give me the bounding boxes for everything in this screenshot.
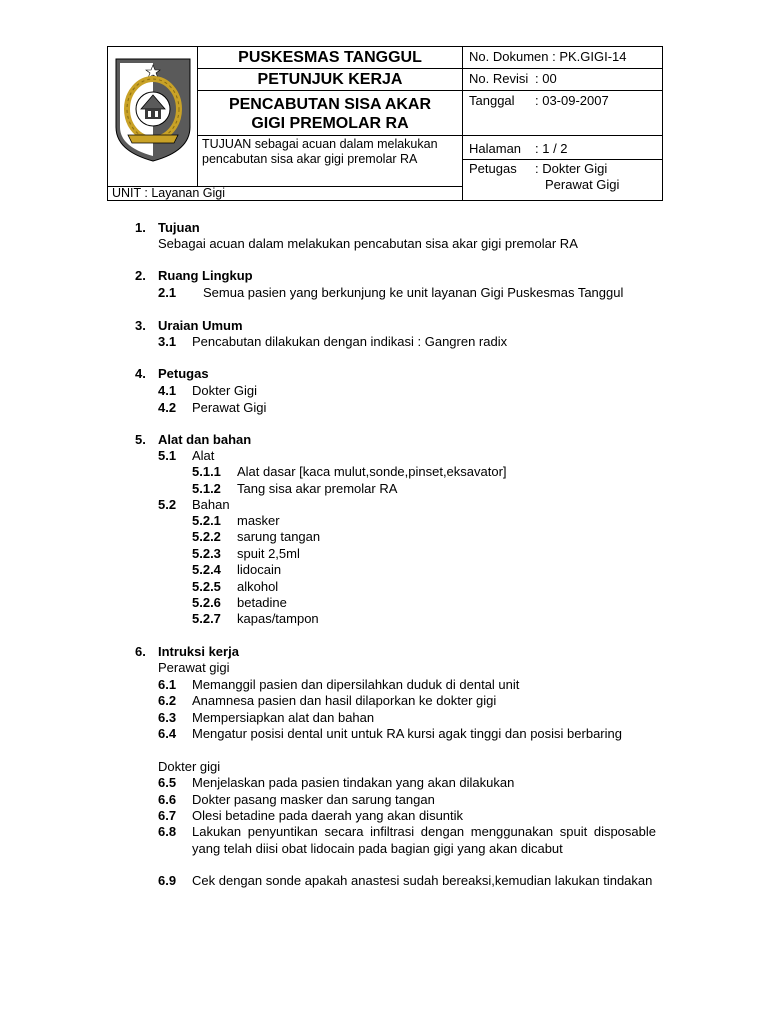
header-halaman (463, 136, 662, 160)
section-5-alat-item (192, 481, 397, 497)
section-6-item (158, 710, 374, 726)
header-no-revisi (463, 69, 662, 91)
item-number: 6.4 (158, 726, 177, 741)
item-number: 6.7 (158, 808, 177, 823)
section-3-title: Uraian Umum (158, 318, 243, 333)
header-title-procedure (198, 91, 463, 136)
section-5-bahan-item (192, 579, 278, 595)
item-text: Menjelaskan pada pasien tindakan yang akan dilakukan (192, 775, 515, 790)
tanggal-label: Tanggal (469, 93, 515, 108)
section-5-title: Alat dan bahan (158, 432, 252, 447)
item-number: 5.2.1 (192, 513, 221, 528)
section-6-item (158, 775, 514, 791)
item-text: sarung tangan (237, 529, 321, 544)
item-number: 6.6 (158, 792, 177, 807)
section-1-number: 1. (135, 220, 146, 235)
section-6-perawat-label: Perawat gigi (158, 660, 230, 675)
item-text: betadine (237, 595, 287, 610)
section-1-title: Tujuan (158, 220, 200, 235)
item-number: 6.2 (158, 693, 177, 708)
petugas-value-perawat: Perawat Gigi (545, 177, 620, 192)
section-1-heading (135, 220, 200, 236)
header-tanggal (463, 91, 662, 136)
section-6-title: Intruksi kerja (158, 644, 239, 659)
section-6-item-number-6-9 (158, 873, 176, 889)
item-number: 5.2.7 (192, 611, 221, 626)
item-text: Anamnesa pasien dan hasil dilaporkan ke dokter gigi (192, 693, 497, 708)
item-number: 6.3 (158, 710, 177, 725)
section-5-bahan-item (192, 595, 287, 611)
item-text: Dokter pasang masker dan sarung tangan (192, 792, 435, 807)
header-no-dokumen: No. Dokumen : PK.GIGI-14 (463, 47, 662, 69)
item-number: 5.2.3 (192, 546, 221, 561)
section-6-item (158, 677, 519, 693)
item-text: spuit 2,5ml (237, 546, 300, 561)
section-6-dokter-label: Dokter gigi (158, 759, 221, 774)
section-4-heading (135, 366, 209, 382)
no-revisi-label: No. Revisi (469, 71, 529, 86)
header-petugas (463, 160, 662, 200)
section-6-item-text-6-9: Cek dengan sonde apakah anastesi sudah bereaksi,kemudian lakukan tindakan (192, 873, 653, 888)
item-number: 3.1 (158, 334, 177, 349)
logo-cell (108, 47, 198, 186)
item-number: 4.2 (158, 400, 177, 415)
section-5-bahan-item (192, 529, 320, 545)
section-2-title: Ruang Lingkup (158, 268, 253, 283)
item-text: Tang sisa akar premolar RA (237, 481, 398, 496)
section-5-bahan-item (192, 513, 280, 529)
section-6-item-number-6-8 (158, 824, 176, 840)
section-5-bahan-item (192, 546, 300, 562)
petugas-value-dokter: : Dokter Gigi (535, 161, 608, 176)
item-text: kapas/tampon (237, 611, 319, 626)
section-2-heading (135, 268, 253, 284)
item-number: 5.1.1 (192, 464, 221, 479)
section-5-bahan (158, 497, 230, 513)
header-title-procedure-line1: PENCABUTAN SISA AKAR (228, 96, 432, 113)
section-6-number: 6. (135, 644, 146, 659)
item-text: masker (237, 513, 280, 528)
item-text: Semua pasien yang berkunjung ke unit layanan Gigi Puskesmas Tanggul (203, 285, 624, 300)
section-6-item-text-6-8: Lakukan penyuntikan secara infiltrasi dengan menggunakan spuit disposable yang telah diisi obat lidocain pada bagian gigi yang akan dicabut (192, 824, 656, 856)
section-2-number: 2. (135, 268, 146, 283)
section-6-item (158, 726, 622, 742)
section-5-heading (135, 432, 251, 448)
item-number: 4.1 (158, 383, 177, 398)
section-5-bahan-item (192, 562, 281, 578)
item-number: 6.5 (158, 775, 177, 790)
section-4-item (158, 383, 257, 399)
document-header-table (107, 46, 663, 201)
item-text: Alat (192, 448, 215, 463)
item-text: Olesi betadine pada daerah yang akan disuntik (192, 808, 464, 823)
header-title-puskesmas: PUSKESMAS TANGGUL (198, 47, 463, 69)
tanggal-value: : 03-09-2007 (535, 93, 609, 108)
item-number: 5.2.2 (192, 529, 221, 544)
section-5-number: 5. (135, 432, 146, 447)
section-3-heading (135, 318, 243, 334)
section-6-heading (135, 644, 239, 660)
item-number: 5.2.5 (192, 579, 221, 594)
halaman-label: Halaman (469, 141, 522, 156)
section-5-alat-item (192, 464, 507, 480)
item-number: 5.2.6 (192, 595, 221, 610)
section-4-item (158, 400, 266, 416)
item-text: Perawat Gigi (192, 400, 267, 415)
item-number: 5.1.2 (192, 481, 221, 496)
section-6-item (158, 808, 463, 824)
item-text: Pencabutan dilakukan dengan indikasi : Gangren radix (192, 334, 508, 349)
item-number: 6.9 (158, 873, 177, 888)
no-revisi-value: : 00 (535, 71, 557, 86)
section-6-item (158, 693, 496, 709)
item-number: 5.2.4 (192, 562, 221, 577)
item-number: 5.1 (158, 448, 177, 463)
section-3-item (158, 334, 507, 350)
header-tujuan: TUJUAN sebagai acuan dalam melakukan pencabutan sisa akar gigi premolar RA (198, 136, 463, 186)
item-text: Dokter Gigi (192, 383, 258, 398)
section-4-number: 4. (135, 366, 146, 381)
item-number: 2.1 (158, 285, 177, 300)
item-text: alkohol (237, 579, 279, 594)
item-text: Mempersiapkan alat dan bahan (192, 710, 375, 725)
item-number: 6.8 (158, 824, 177, 839)
section-1-text: Sebagai acuan dalam melakukan pencabutan sisa akar gigi premolar RA (158, 236, 578, 251)
section-6-item (158, 792, 435, 808)
section-4-title: Petugas (158, 366, 209, 381)
section-3-number: 3. (135, 318, 146, 333)
item-number: 6.1 (158, 677, 177, 692)
header-title-petunjuk-kerja: PETUNJUK KERJA (198, 69, 463, 91)
item-text: Mengatur posisi dental unit untuk RA kursi agak tinggi dan posisi berbaring (192, 726, 622, 741)
item-text: lidocain (237, 562, 282, 577)
item-text: Memanggil pasien dan dipersilahkan duduk di dental unit (192, 677, 520, 692)
halaman-value: : 1 / 2 (535, 141, 568, 156)
item-number: 5.2 (158, 497, 177, 512)
petugas-label: Petugas (469, 161, 517, 176)
puskesmas-emblem-icon (108, 47, 198, 186)
section-5-alat (158, 448, 214, 464)
section-2-item (158, 285, 623, 301)
item-text: Bahan (192, 497, 230, 512)
header-unit: UNIT : Layanan Gigi (108, 186, 463, 200)
item-text: Alat dasar [kaca mulut,sonde,pinset,eksavator] (237, 464, 507, 479)
header-title-procedure-line2: GIGI PREMOLAR RA (251, 115, 409, 132)
section-5-bahan-item (192, 611, 319, 627)
